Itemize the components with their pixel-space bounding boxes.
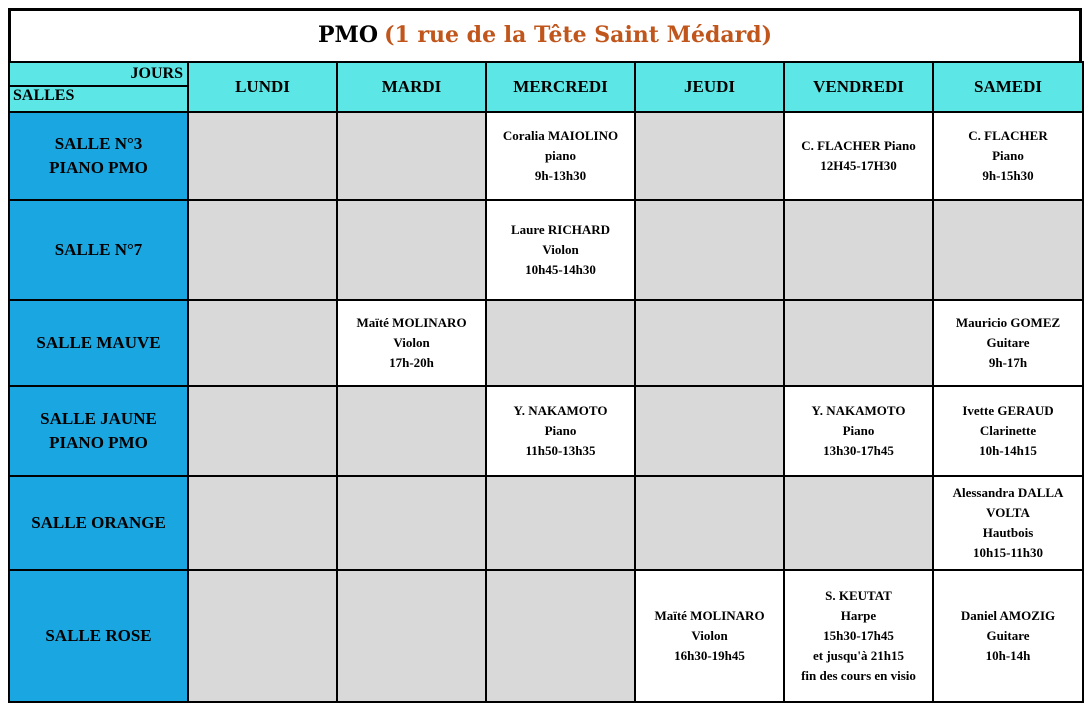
- lesson-slot: [635, 570, 784, 702]
- lesson-line: 10h15-11h30: [972, 545, 1044, 560]
- lesson-slot: [486, 200, 635, 300]
- empty-slot: [337, 386, 486, 476]
- room-name-cell: [9, 570, 188, 702]
- lesson-line: Guitare: [986, 335, 1030, 350]
- empty-slot: [635, 386, 784, 476]
- lesson-slot: [784, 112, 933, 200]
- lesson-line: Piano: [842, 423, 875, 438]
- lesson-line: 9h-17h: [988, 355, 1028, 370]
- room-name-cell: [9, 476, 188, 570]
- empty-slot: [188, 200, 337, 300]
- day-header-mercredi: MERCREDI: [486, 62, 635, 112]
- empty-slot: [784, 476, 933, 570]
- lesson-line: 17h-20h: [389, 355, 434, 370]
- header-corner: [9, 62, 188, 112]
- lesson-line: C. FLACHER Piano: [801, 138, 916, 153]
- lesson-line: Maïté MOLINARO: [654, 608, 765, 623]
- table-row: [9, 386, 1083, 476]
- room-name-line: PIANO PMO: [49, 433, 148, 452]
- room-name-line: SALLE MAUVE: [36, 333, 161, 352]
- table-row: [9, 570, 1083, 702]
- lesson-line: Mauricio GOMEZ: [955, 315, 1061, 330]
- lesson-line: Piano: [544, 423, 577, 438]
- lesson-line: C. FLACHER: [968, 128, 1048, 143]
- lesson-line: Ivette GERAUD: [962, 403, 1054, 418]
- room-name-cell: [9, 112, 188, 200]
- lesson-line: Guitare: [986, 628, 1030, 643]
- lesson-line: Violon: [393, 335, 430, 350]
- empty-slot: [635, 200, 784, 300]
- empty-slot: [635, 300, 784, 386]
- schedule-table: [8, 61, 1084, 703]
- table-row: [9, 300, 1083, 386]
- empty-slot: [635, 112, 784, 200]
- lesson-line: Piano: [992, 148, 1024, 163]
- lesson-line: 11h50-13h35: [525, 443, 596, 458]
- title-address: (1 rue de la Tête Saint Médard): [384, 21, 772, 48]
- room-name-line: SALLE ROSE: [45, 626, 152, 645]
- empty-slot: [188, 112, 337, 200]
- empty-slot: [188, 570, 337, 702]
- empty-slot: [486, 300, 635, 386]
- lesson-line: 13h30-17h45: [823, 443, 894, 458]
- table-row: [9, 112, 1083, 200]
- lesson-line: Harpe: [840, 608, 877, 623]
- lesson-slot: [486, 112, 635, 200]
- empty-slot: [337, 476, 486, 570]
- lesson-line: Coralia MAIOLINO: [502, 128, 619, 143]
- empty-slot: [486, 476, 635, 570]
- empty-slot: [784, 300, 933, 386]
- lesson-line: 15h30-17h45: [823, 628, 894, 643]
- empty-slot: [188, 300, 337, 386]
- empty-slot: [933, 200, 1083, 300]
- lesson-line: Daniel AMOZIG: [960, 608, 1056, 623]
- room-name-cell: [9, 300, 188, 386]
- lesson-slot: [784, 570, 933, 702]
- room-name-cell: [9, 386, 188, 476]
- lesson-line: 9h-13h30: [534, 168, 587, 183]
- day-header-mardi: MARDI: [337, 62, 486, 112]
- corner-salles-label: SALLES: [13, 87, 75, 104]
- page-title: [8, 8, 1082, 64]
- day-header-vendredi: VENDREDI: [784, 62, 933, 112]
- empty-slot: [337, 112, 486, 200]
- lesson-line: et jusqu'à 21h15: [812, 648, 905, 663]
- room-name-line: SALLE N°7: [54, 240, 143, 259]
- lesson-slot: [933, 386, 1083, 476]
- lesson-line: 10h-14h15: [979, 443, 1037, 458]
- day-header-jeudi: JEUDI: [635, 62, 784, 112]
- corner-jours-label: JOURS: [130, 65, 183, 82]
- lesson-line: Maïté MOLINARO: [356, 315, 467, 330]
- empty-slot: [635, 476, 784, 570]
- lesson-line: Alessandra DALLA: [952, 485, 1064, 500]
- lesson-line: piano: [544, 148, 577, 163]
- day-header-samedi: SAMEDI: [933, 62, 1083, 112]
- empty-slot: [784, 200, 933, 300]
- lesson-line: Violon: [691, 628, 728, 643]
- title-main: PMO: [318, 21, 379, 48]
- lesson-line: 16h30-19h45: [674, 648, 745, 663]
- room-name-cell: [9, 200, 188, 300]
- lesson-slot: [933, 300, 1083, 386]
- table-row: [9, 476, 1083, 570]
- lesson-slot: [486, 386, 635, 476]
- lesson-line: 10h45-14h30: [525, 262, 596, 277]
- lesson-slot: [337, 300, 486, 386]
- lesson-line: Clarinette: [979, 423, 1037, 438]
- lesson-line: 12H45-17H30: [820, 158, 897, 173]
- empty-slot: [486, 570, 635, 702]
- day-header-lundi: LUNDI: [188, 62, 337, 112]
- lesson-slot: [933, 476, 1083, 570]
- empty-slot: [337, 570, 486, 702]
- empty-slot: [188, 386, 337, 476]
- lesson-line: Y. NAKAMOTO: [513, 403, 608, 418]
- lesson-line: Y. NAKAMOTO: [811, 403, 906, 418]
- room-name-line: SALLE N°3: [54, 134, 143, 153]
- room-name-line: SALLE JAUNE: [40, 409, 157, 428]
- lesson-slot: [784, 386, 933, 476]
- lesson-line: Hautbois: [982, 525, 1034, 540]
- room-name-line: SALLE ORANGE: [31, 513, 166, 532]
- lesson-line: VOLTA: [986, 505, 1030, 520]
- empty-slot: [188, 476, 337, 570]
- lesson-line: S. KEUTAT: [825, 588, 892, 603]
- lesson-slot: [933, 570, 1083, 702]
- lesson-line: 10h-14h: [985, 648, 1031, 663]
- schedule-body: [9, 112, 1083, 702]
- lesson-line: Laure RICHARD: [510, 222, 611, 237]
- table-row: [9, 200, 1083, 300]
- lesson-line: 9h-15h30: [982, 168, 1034, 183]
- lesson-line: Violon: [542, 242, 579, 257]
- lesson-slot: [933, 112, 1083, 200]
- empty-slot: [337, 200, 486, 300]
- room-name-line: PIANO PMO: [49, 158, 148, 177]
- lesson-line: fin des cours en visio: [801, 668, 916, 683]
